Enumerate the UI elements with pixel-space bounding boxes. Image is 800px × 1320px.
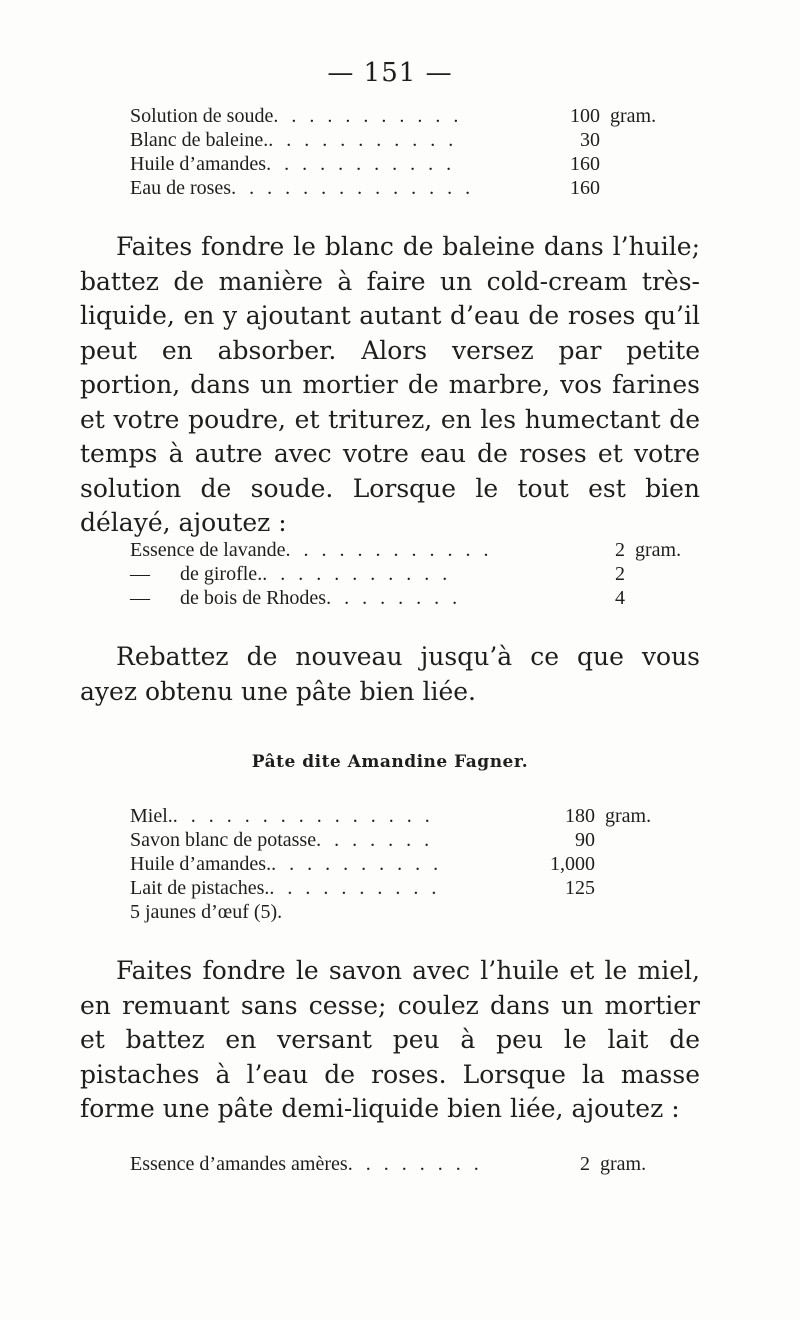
ingredient-row: Huile d’amandes.. . . . . . . . . . 1,000 [130, 853, 595, 875]
ingredient-unit: gram. [600, 1153, 647, 1175]
ingredient-qty: 160 [570, 153, 600, 175]
ingredient-name: Essence de lavande [130, 539, 286, 561]
ingredient-name: Blanc de baleine. [130, 129, 269, 151]
paragraph-text: Rebattez de nouveau jusqu’à ce que vous ayez obtenu une pâte bien liée. [80, 642, 700, 706]
ingredient-unit: gram. [605, 805, 652, 827]
ingredient-row: Lait de pistaches.. . . . . . . . . . 125 [130, 877, 595, 899]
ingredient-row [130, 900, 690, 924]
ingredient-qty: 2 [615, 539, 625, 561]
ingredient-name: Miel. [130, 805, 173, 827]
ingredient-name: 5 jaunes d’œuf (5). [130, 901, 283, 923]
ingredient-qty: 90 [575, 829, 595, 851]
ingredient-name: Solution de soude [130, 105, 274, 127]
ingredient-row: Blanc de baleine.. . . . . . . . . . . 30 [130, 129, 600, 151]
ingredient-qty: 180 [565, 805, 595, 827]
ingredient-qty: 1,000 [550, 853, 595, 875]
ingredient-name: Lait de pistaches. [130, 877, 270, 899]
ingredient-row: Savon blanc de potasse. . . . . . . 90 [130, 829, 595, 851]
ingredient-qty: 30 [580, 129, 600, 151]
ingredient-qty: 160 [570, 177, 600, 199]
ingredient-qty: 2 [580, 1153, 590, 1175]
ingredients-table-2 [130, 538, 690, 610]
ingredients-table-4 [130, 1152, 690, 1176]
paragraph-2 [80, 640, 700, 709]
ingredient-name: Huile d’amandes [130, 153, 267, 175]
ingredient-row: Huile d’amandes. . . . . . . . . . . 160 [130, 153, 600, 175]
ingredient-qty: 2 [615, 563, 625, 585]
ingredients-table-1 [130, 104, 690, 200]
ingredient-name: Eau de roses [130, 177, 232, 199]
paragraph-text: Faites fondre le blanc de baleine dans l’huile; battez de manière à faire un cold-cream très-liquide, en y ajoutant autant d’eau de roses qu’il peut en absorber. Alors versez par petite portion, dans un mortier de marbre, vos farines et votre poudre, et triturez, en les humectant de temps à autre avec votre eau de roses et votre solution de soude. Lorsque le tout est bien délayé, ajoutez : [80, 232, 700, 537]
paragraph-3 [80, 954, 700, 1127]
paragraph-1 [80, 230, 700, 541]
ingredient-row: Essence d’amandes amères. . . . . . . . 2 gram. [130, 1153, 647, 1175]
ingredients-table-3 [130, 804, 690, 924]
ingredient-name: — de girofle. [130, 563, 263, 585]
ingredient-qty: 4 [615, 587, 625, 609]
ingredient-row: — de bois de Rhodes. . . . . . . . 4 [130, 587, 625, 609]
paragraph-text: Faites fondre le savon avec l’huile et le miel, en remuant sans cesse; coulez dans un mortier et battez en versant peu à peu le lait de pistaches à l’eau de roses. Lorsque la masse forme une pâte demi-liquide bien liée, ajoutez : [80, 956, 700, 1123]
ingredient-unit: gram. [610, 105, 657, 127]
ingredient-unit: gram. [635, 539, 682, 561]
ingredient-row: — de girofle.. . . . . . . . . . . 2 [130, 563, 625, 585]
ingredient-row: Solution de soude. . . . . . . . . . . 100 gram. [130, 105, 657, 127]
ingredient-row: Miel.. . . . . . . . . . . . . . . 180 gram. [130, 805, 652, 827]
ingredient-qty: 100 [570, 105, 600, 127]
ingredient-row: Eau de roses. . . . . . . . . . . . . . 160 [130, 177, 600, 199]
section-heading: Pâte dite Amandine Fagner. [251, 752, 529, 772]
ingredient-qty: 125 [565, 877, 595, 899]
ingredient-name: Savon blanc de potasse [130, 829, 317, 851]
ingredient-row: Essence de lavande. . . . . . . . . . . . 2 gram. [130, 539, 682, 561]
page-number: — 151 — [327, 58, 453, 88]
ingredient-name: Huile d’amandes. [130, 853, 272, 875]
ingredient-name: — de bois de Rhodes [130, 587, 327, 609]
ingredient-name: Essence d’amandes amères [130, 1153, 348, 1175]
